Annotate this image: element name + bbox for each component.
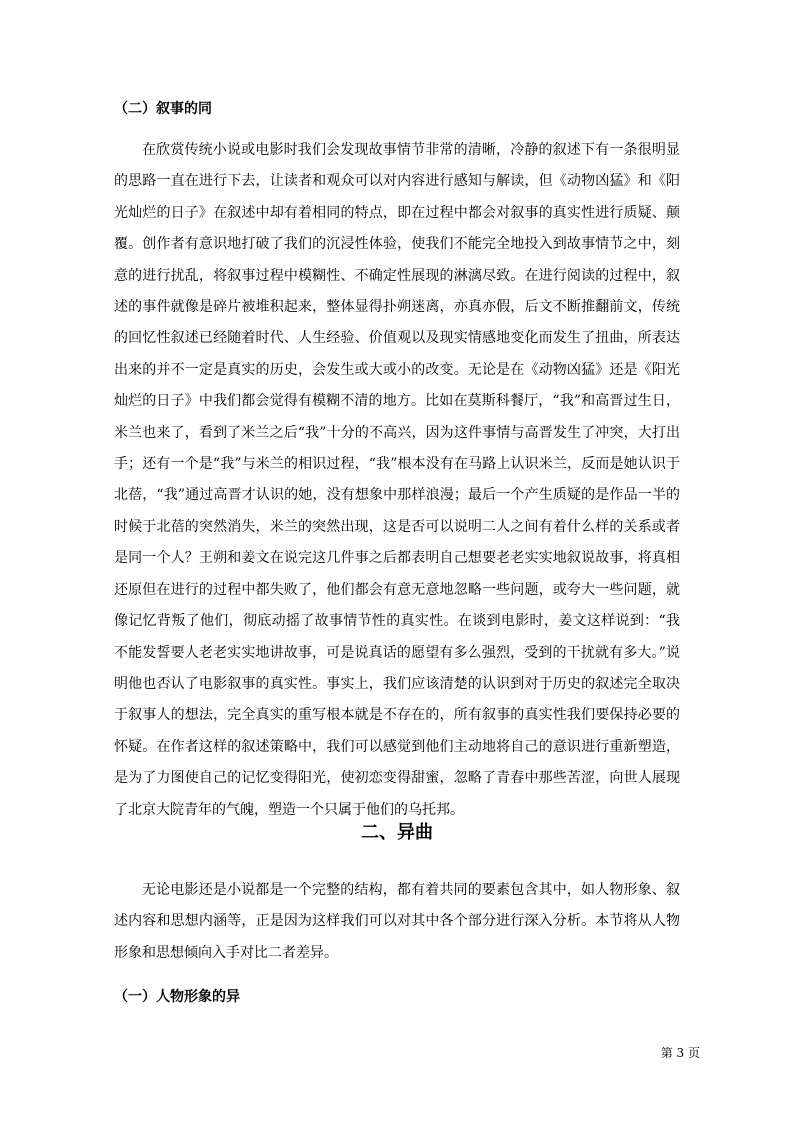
body-paragraph-intro: 无论电影还是小说都是一个完整的结构，都有着共同的要素包含其中，如人物形象、叙述内容和思想内涵等，正是因为这样我们可以对其中各个部分进行深入分析。本节将从人物形象和思想倾向入手对比二者差异。 [114, 882, 680, 961]
chapter-heading-differences: 二、异曲 [361, 822, 433, 843]
page-number-footer: 第 3 页 [660, 1046, 700, 1060]
section-heading-narrative-similarity: （二）叙事的同 [114, 101, 212, 117]
body-paragraph-narrative: 在欣赏传统小说或电影时我们会发现故事情节非常的清晰，冷静的叙述下有一条很明显的思路一直在进行下去，让读者和观众可以对内容进行感知与解读，但《动物凶猛》和《阳光灿烂的日子》在叙述中却有着相同的特点，即在过程中都会对叙事的真实性进行质疑、颠覆。创作者有意识地打破了我们的沉浸性体验，使我们不能完全地投入到故事情节之中，刻意的进行扰乱，将叙事过程中模糊性、不确定性展现的淋漓尽致。在进行阅读的过程中，叙述的事件就像是碎片被堆积起来，整体显得扑朔迷离，亦真亦假，后文不断推翻前文，传统的回忆性叙述已经随着时代、人生经验、价值观以及现实情感地变化而发生了扭曲，所表达出来的并不一定是真实的历史，会发生或大或小的改变。无论是在《动物凶猛》还是《阳光灿烂的日子》中我们都会觉得有模糊不清的地方。比如在莫斯科餐厅，“我”和高晋过生日，米兰也来了，看到了米兰之后“我”十分的不高兴，因为这件事情与高晋发生了冲突，大打出手；还有一个是“我”与米兰的相识过程，“我”根本没有在马路上认识米兰，反而是她认识于北蓓，“我”通过高晋才认识的她，没有想象中那样浪漫；最后一个产生质疑的是作品一半的时候于北蓓的突然消失，米兰的突然出现，这是否可以说明二人之间有着什么样的关系或者是同一个人？王朔和姜文在说完这几件事之后都表明自己想要老老实实地叙说故事，将真相还原但在进行的过程中都失败了，他们都会有意无意地忽略一些问题，或夸大一些问题，就像记忆背叛了他们，彻底动摇了故事情节性的真实性。在谈到电影时，姜文这样说到：“我不能发誓要人老老实实地讲故事，可是说真话的愿望有多么强烈，受到的干扰就有多大。”说明他也否认了电影叙事的真实性。事实上，我们应该清楚的认识到对于历史的叙述完全取决于叙事人的想法，完全真实的重写根本就是不存在的，所有叙事的真实性我们要保持必要的怀疑。在作者这样的叙述策略中，我们可以感觉到他们主动地将自己的意识进行重新塑造，是为了力图使自己的记忆变得阳光，使初恋变得甜蜜，忽略了青春中那些苦涩，向世人展现了北京大院青年的气魄，塑造一个只属于他们的乌托邦。 [114, 142, 680, 818]
section-heading-character-differences: （一）人物形象的异 [114, 989, 240, 1005]
